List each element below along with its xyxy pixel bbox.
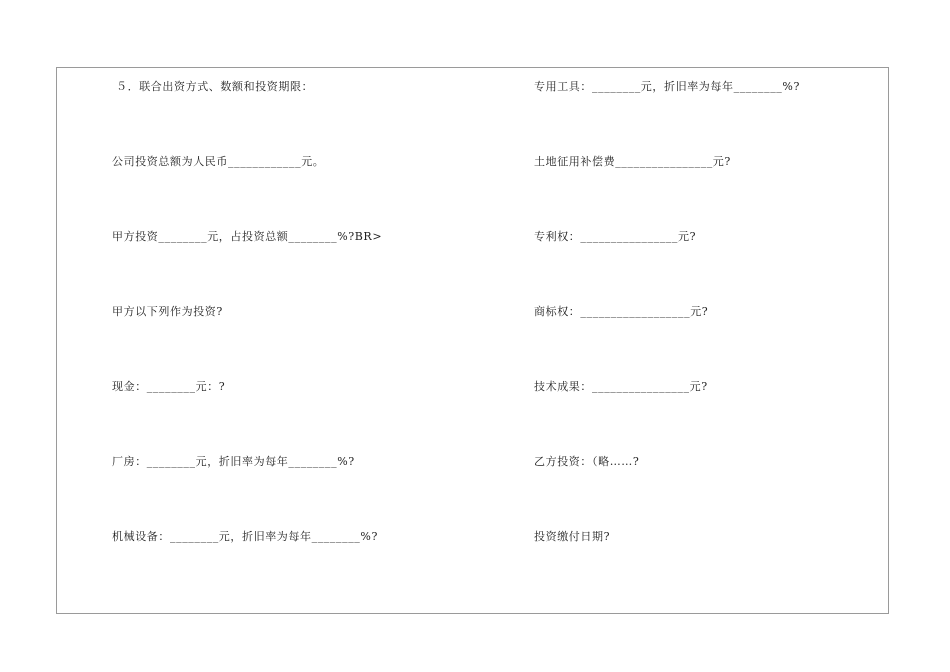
trademark-right-line: 商标权：__________________元? bbox=[534, 305, 709, 318]
party-a-investment-line: 甲方投资________元，占投资总额________%?BR> bbox=[112, 230, 383, 243]
document-frame bbox=[56, 67, 889, 614]
land-compensation-line: 土地征用补偿费________________元? bbox=[534, 155, 731, 168]
party-a-contribution-intro: 甲方以下列作为投资? bbox=[112, 305, 223, 318]
factory-building-line: 厂房：________元，折旧率为每年________%? bbox=[112, 455, 355, 468]
section-heading-investment: ５．联合出资方式、数额和投资期限： bbox=[116, 80, 314, 93]
party-b-investment-line: 乙方投资：（略……? bbox=[534, 455, 640, 468]
machinery-equipment-line: 机械设备：________元，折旧率为每年________%? bbox=[112, 530, 378, 543]
total-investment-line: 公司投资总额为人民币____________元。 bbox=[112, 155, 325, 168]
payment-date-line: 投资缴付日期? bbox=[534, 530, 611, 543]
special-tools-line: 专用工具：________元，折旧率为每年________%? bbox=[534, 80, 800, 93]
technical-achievement-line: 技术成果：________________元? bbox=[534, 380, 708, 393]
patent-right-line: 专利权：________________元? bbox=[534, 230, 697, 243]
cash-line: 现金：________元：? bbox=[112, 380, 226, 393]
